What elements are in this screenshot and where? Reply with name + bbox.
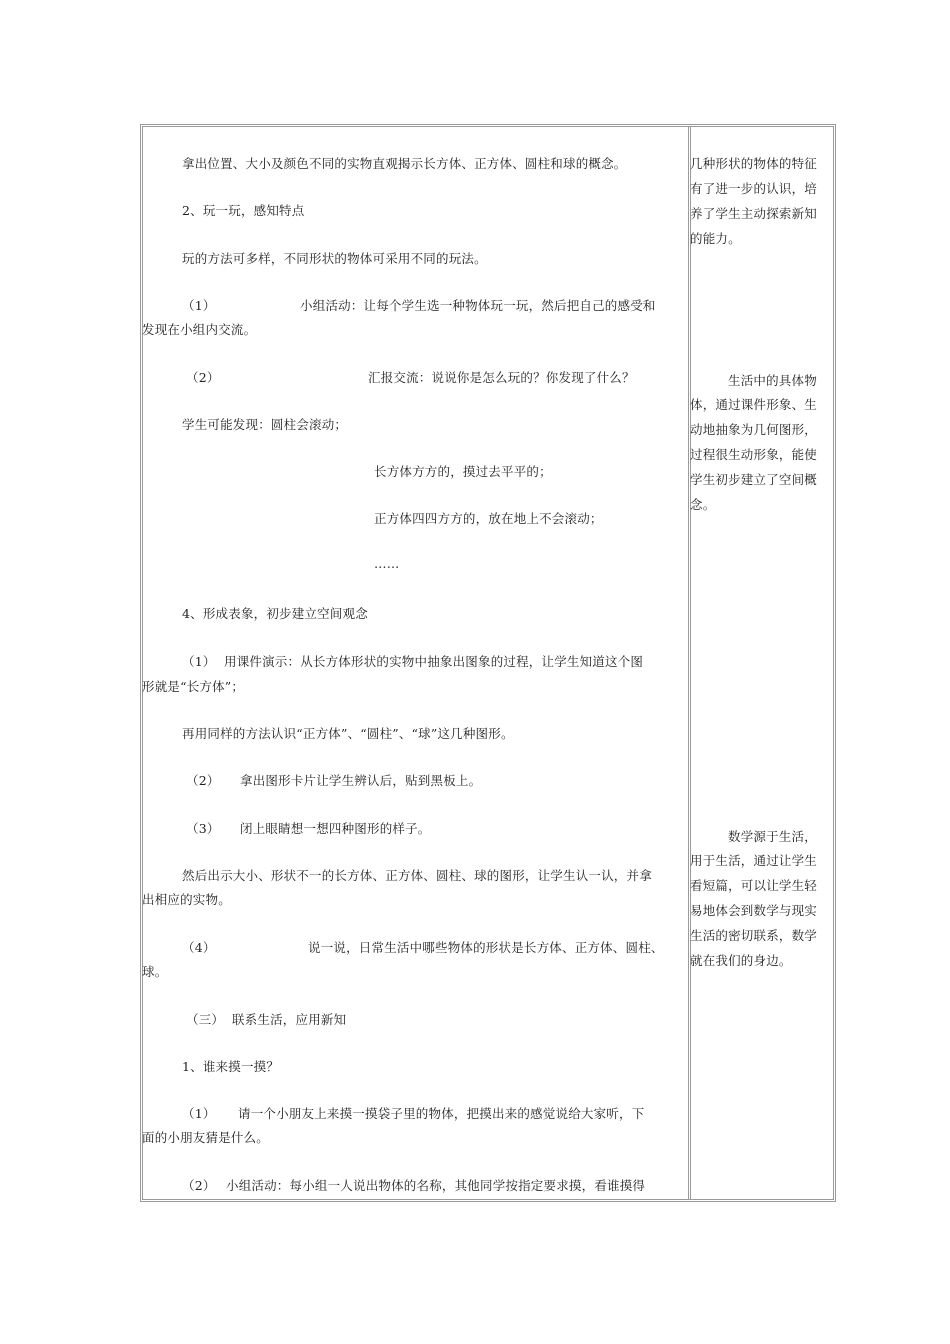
note-line: 的能力。 [690, 231, 741, 246]
note-line: 过程很生动形象，能使 [690, 447, 818, 462]
paragraph-line: 学生可能发现：圆柱会滚动； [182, 417, 348, 432]
section-heading: 4、形成表象，初步建立空间观念 [182, 606, 368, 621]
paragraph-line: 再用同样的方法认识“正方体”、“圆柱”、“球”这几种图形。 [182, 726, 514, 741]
paragraph-line: 说一说，日常生活中哪些物体的形状是长方体、正方体、圆柱、 [308, 940, 664, 955]
note-line: 就在我们的身边。 [690, 953, 792, 968]
note-line: 生活中的具体物 [728, 373, 817, 388]
note-line: 念。 [690, 497, 716, 512]
note-line: 几种形状的物体的特征 [690, 156, 818, 171]
item-number: （2） [186, 773, 220, 788]
note-line: 学生初步建立了空间概 [690, 472, 818, 487]
item-number: （1） [182, 298, 216, 313]
paragraph-line: 拿出位置、大小及颜色不同的实物直观揭示长方体、正方体、圆柱和球的概念。 [182, 156, 627, 171]
paragraph-line: 请一个小朋友上来摸一摸袋子里的物体，把摸出来的感觉说给大家听，下 [238, 1106, 645, 1121]
paragraph-line: 正方体四四方方的，放在地上不会滚动； [374, 511, 603, 526]
section-heading: 1、谁来摸一摸？ [182, 1059, 280, 1074]
paragraph-line: 玩的方法可多样，不同形状的物体可采用不同的玩法。 [182, 251, 487, 266]
note-line: 有了进一步的认识，培 [690, 181, 818, 196]
item-number: （4） [182, 940, 216, 955]
note-line: 看短篇，可以让学生轻 [690, 878, 818, 893]
note-line: 数学源于生活， [728, 829, 817, 844]
note-line: 动地抽象为几何图形， [690, 422, 818, 437]
paragraph-line: 汇报交流：说说你是怎么玩的？你发现了什么？ [368, 370, 635, 385]
note-line: 养了学生主动探索新知 [690, 206, 818, 221]
note-line: 生活的密切联系，数学 [690, 928, 818, 943]
paragraph-line: 发现在小组内交流。 [142, 322, 257, 337]
paragraph-line: 出相应的实物。 [142, 892, 231, 907]
item-number: （2） [182, 1178, 216, 1193]
item-number: （三） [186, 1012, 225, 1027]
paragraph-line: 长方体方方的，摸过去平平的； [374, 464, 552, 479]
note-line: 体，通过课件形象、生 [690, 397, 818, 412]
paragraph-line: 面的小朋友猜是什么。 [142, 1130, 270, 1145]
note-line: 用于生活，通过让学生 [690, 853, 818, 868]
section-heading: 联系生活，应用新知 [232, 1012, 347, 1027]
paragraph-line: 小组活动：让每个学生选一种物体玩一玩，然后把自己的感受和 [300, 298, 656, 313]
column-divider [688, 127, 691, 1199]
note-line: 易地体会到数学与现实 [690, 903, 818, 918]
item-number: （2） [186, 370, 220, 385]
section-heading: 2、玩一玩，感知特点 [182, 203, 305, 218]
paragraph-line: 闭上眼睛想一想四种图形的样子。 [240, 821, 431, 836]
paragraph-line: 然后出示大小、形状不一的长方体、正方体、圆柱、球的图形，让学生认一认，并拿 [182, 868, 652, 883]
item-number: （1） [182, 1106, 216, 1121]
paragraph-line: 形就是“长方体”； [142, 679, 245, 694]
ellipsis: …… [374, 556, 400, 571]
paragraph-line: 用课件演示：从长方体形状的实物中抽象出图象的过程，让学生知道这个图 [224, 654, 644, 669]
item-number: （1） [182, 654, 216, 669]
item-number: （3） [186, 821, 220, 836]
paragraph-line: 球。 [142, 964, 168, 979]
paragraph-line: 小组活动：每小组一人说出物体的名称，其他同学按指定要求摸，看谁摸得 [226, 1178, 646, 1193]
paragraph-line: 拿出图形卡片让学生辨认后，贴到黑板上。 [240, 773, 482, 788]
